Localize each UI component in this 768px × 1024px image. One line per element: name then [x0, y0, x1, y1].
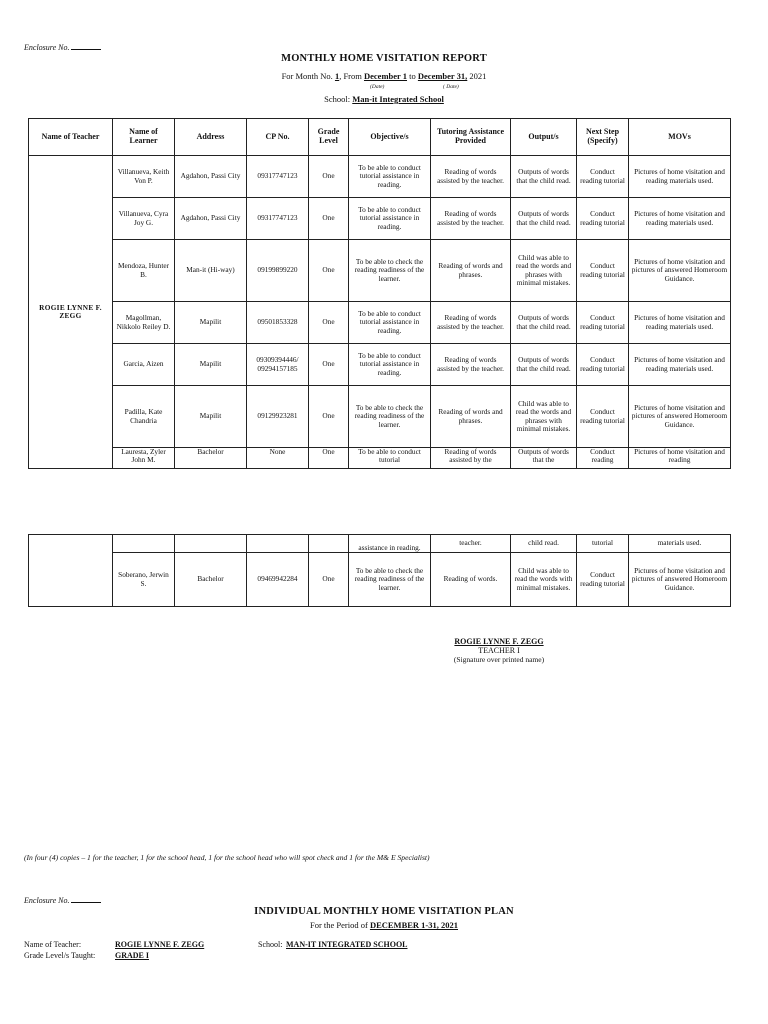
grade-cell: One	[309, 302, 349, 344]
assistance-cell: Reading of words assisted by the teacher.	[431, 344, 511, 386]
visitation-table	[28, 118, 731, 469]
output-cell: Outputs of words that the child read.	[511, 156, 577, 198]
header-cell: Next Step (Specify)	[577, 119, 629, 156]
period-label: For the Period of	[309, 920, 368, 930]
plan-title: INDIVIDUAL MONTHLY HOME VISITATION PLAN	[254, 906, 514, 917]
address-cell: Agdahon, Passi City	[175, 198, 247, 240]
grade-value: GRADE I	[115, 951, 150, 960]
signature-name: ROGIE LYNNE F. ZEGG	[454, 637, 544, 646]
address-cell: Agdahon, Passi City	[175, 156, 247, 198]
school-label: School:	[324, 94, 351, 104]
learner-cell: Padilla, Kate Chandria	[113, 386, 175, 448]
objective-cell: To be able to check the reading readiness of the learner.	[349, 553, 431, 607]
cp-cell: None	[247, 448, 309, 469]
teacher-cell-continued	[29, 535, 113, 607]
movs-cell: Pictures of home visitation and reading materials used.	[629, 156, 731, 198]
report-title: MONTHLY HOME VISITATION REPORT	[281, 53, 487, 64]
cp-cell: 09199899220	[247, 240, 309, 302]
learner-cell: Villanueva, Keith Von P.	[113, 156, 175, 198]
grade-label: Grade Level/s Taught:	[24, 951, 96, 960]
learner-cell: Lauresta, Zyler John M.	[113, 448, 175, 469]
next-step-cell: Conduct reading	[577, 448, 629, 469]
address-cell	[175, 535, 247, 553]
grade-cell: One	[309, 553, 349, 607]
header-cell: Name of Learner	[113, 119, 175, 156]
objective-cell: To be able to conduct tutorial assistance in reading.	[349, 198, 431, 240]
table-row	[29, 198, 731, 240]
signature-caption: (Signature over printed name)	[453, 655, 545, 664]
from-date: December 1	[363, 71, 408, 81]
movs-cell: Pictures of home visitation and pictures of answered Homeroom Guidance.	[629, 553, 731, 607]
teacher-value: ROGIE LYNNE F. ZEGG	[115, 940, 205, 949]
address-cell: Bachelor	[175, 553, 247, 607]
cp-cell: 09129923281	[247, 386, 309, 448]
header-cell: Grade Level	[309, 119, 349, 156]
grade-cell: One	[309, 156, 349, 198]
plan-school-label: School:	[258, 940, 283, 949]
movs-cell: Pictures of home visitation and pictures of answered Homeroom Guidance.	[629, 240, 731, 302]
address-cell: Mapilit	[175, 302, 247, 344]
learner-cell: Mendoza, Hunter B.	[113, 240, 175, 302]
cp-cell	[247, 535, 309, 553]
assistance-cell: Reading of words assisted by the teacher.	[431, 302, 511, 344]
assistance-cell: Reading of words.	[431, 553, 511, 607]
output-cell: Child was able to read the words with minimal mistakes.	[511, 553, 577, 607]
objective-cell: To be able to conduct tutorial	[349, 448, 431, 469]
header-cell: Tutoring Assistance Provided	[431, 119, 511, 156]
from-label: , From	[339, 71, 362, 81]
report-school-line	[0, 94, 768, 104]
objective-cell: To be able to check the reading readiness of the learner.	[349, 240, 431, 302]
enclosure-blank	[71, 42, 101, 50]
grade-cell: One	[309, 198, 349, 240]
next-step-cell: Conduct reading tutorial	[577, 344, 629, 386]
objective-cell: To be able to conduct tutorial assistance in reading.	[349, 302, 431, 344]
table-row	[29, 344, 731, 386]
assistance-cell: Reading of words assisted by the	[431, 448, 511, 469]
header-cell: Address	[175, 119, 247, 156]
movs-cell: Pictures of home visitation and reading materials used.	[629, 302, 731, 344]
month-no: 1	[334, 71, 340, 81]
address-cell: Bachelor	[175, 448, 247, 469]
header-cell: Objective/s	[349, 119, 431, 156]
to-date: December 31,	[417, 71, 468, 81]
enclosure-label	[24, 42, 101, 52]
output-cell: Child was able to read the words and phrases with minimal mistakes.	[511, 386, 577, 448]
movs-cell: Pictures of home visitation and reading materials used.	[629, 344, 731, 386]
address-cell: Mapilit	[175, 386, 247, 448]
enclosure-text: Enclosure No.	[24, 896, 70, 905]
objective-cell: To be able to conduct tutorial assistance in reading.	[349, 344, 431, 386]
cp-cell: 09317747123	[247, 156, 309, 198]
header-row	[29, 119, 731, 156]
table-row	[29, 448, 731, 469]
cp-cell: 09317747123	[247, 198, 309, 240]
date-caption-1-text: Date	[371, 84, 383, 90]
continuation-table	[28, 534, 731, 607]
movs-cell: Pictures of home visitation and pictures of answered Homeroom Guidance.	[629, 386, 731, 448]
enclosure-text: Enclosure No.	[24, 43, 70, 52]
assistance-cell: Reading of words assisted by the teacher.	[431, 198, 511, 240]
cp-cell: 09501853328	[247, 302, 309, 344]
enclosure-label-2	[24, 895, 101, 905]
grade-cell: One	[309, 240, 349, 302]
date-caption-2-text: Date	[446, 84, 457, 90]
header-cell: Output/s	[511, 119, 577, 156]
output-cell: Outputs of words that the child read.	[511, 344, 577, 386]
table-row	[29, 302, 731, 344]
next-step-cell: tutorial	[577, 535, 629, 553]
assistance-cell: teacher.	[431, 535, 511, 553]
learner-cell: Magollman, Nikkolo Reiley D.	[113, 302, 175, 344]
output-cell: Outputs of words that the child read.	[511, 302, 577, 344]
movs-cell: materials used.	[629, 535, 731, 553]
enclosure-blank	[71, 895, 101, 903]
next-step-cell: Conduct reading tutorial	[577, 386, 629, 448]
assistance-cell: Reading of words and phrases.	[431, 240, 511, 302]
address-cell: Man-it (Hi-way)	[175, 240, 247, 302]
table-row	[29, 156, 731, 198]
teacher-cell: ROGIE LYNNE F. ZEGG	[29, 156, 113, 469]
signature-position: TEACHER I	[478, 646, 520, 655]
school-name: Man-it Integrated School	[352, 94, 444, 104]
table-row	[29, 553, 731, 607]
header-cell: MOVs	[629, 119, 731, 156]
output-cell: child read.	[511, 535, 577, 553]
header-cell: CP No.	[247, 119, 309, 156]
period-value: DECEMBER 1-31, 2021	[369, 920, 459, 930]
learner-cell	[113, 535, 175, 553]
signature-block	[404, 637, 594, 664]
assistance-cell: Reading of words and phrases.	[431, 386, 511, 448]
address-cell: Mapilit	[175, 344, 247, 386]
grade-cell	[309, 535, 349, 553]
table-row	[29, 386, 731, 448]
grade-cell: One	[309, 448, 349, 469]
cp-cell: 09309394446/ 09294157185	[247, 344, 309, 386]
report-month-line	[0, 71, 768, 81]
movs-cell: Pictures of home visitation and reading	[629, 448, 731, 469]
learner-cell: Garcia, Aizen	[113, 344, 175, 386]
learner-cell: Villanueva, Cyra Joy G.	[113, 198, 175, 240]
table-row	[29, 535, 731, 553]
date-caption-1: (Date)	[370, 84, 385, 90]
assistance-cell: Reading of words assisted by the teacher.	[431, 156, 511, 198]
next-step-cell: Conduct reading tutorial	[577, 553, 629, 607]
next-step-cell: Conduct reading tutorial	[577, 198, 629, 240]
objective-cell: To be able to conduct tutorial assistance in reading.	[349, 156, 431, 198]
output-cell: Outputs of words that the	[511, 448, 577, 469]
copies-note: (In four (4) copies – 1 for the teacher, 1 for the school head, 1 for the school head who will spot check and 1 for the M& E Specialist)	[24, 853, 430, 862]
movs-cell: Pictures of home visitation and reading materials used.	[629, 198, 731, 240]
objective-cell: assistance in reading.	[349, 535, 431, 553]
plan-school-value: MAN-IT INTEGRATED SCHOOL	[286, 940, 408, 949]
teacher-label: Name of Teacher:	[24, 940, 82, 949]
next-step-cell: Conduct reading tutorial	[577, 156, 629, 198]
date-caption-2: ( Date)	[443, 84, 459, 90]
output-cell: Child was able to read the words and phrases with minimal mistakes.	[511, 240, 577, 302]
grade-cell: One	[309, 344, 349, 386]
month-prefix: For Month No.	[281, 71, 333, 81]
header-cell: Name of Teacher	[29, 119, 113, 156]
objective-cell: To be able to check the reading readiness of the learner.	[349, 386, 431, 448]
table-row	[29, 240, 731, 302]
next-step-cell: Conduct reading tutorial	[577, 302, 629, 344]
next-step-cell: Conduct reading tutorial	[577, 240, 629, 302]
cp-cell: 09469942284	[247, 553, 309, 607]
learner-cell: Soberano, Jerwin S.	[113, 553, 175, 607]
to-label: to	[409, 71, 416, 81]
grade-cell: One	[309, 386, 349, 448]
year: 2021	[469, 71, 487, 81]
output-cell: Outputs of words that the child read.	[511, 198, 577, 240]
plan-period-line	[0, 920, 768, 930]
